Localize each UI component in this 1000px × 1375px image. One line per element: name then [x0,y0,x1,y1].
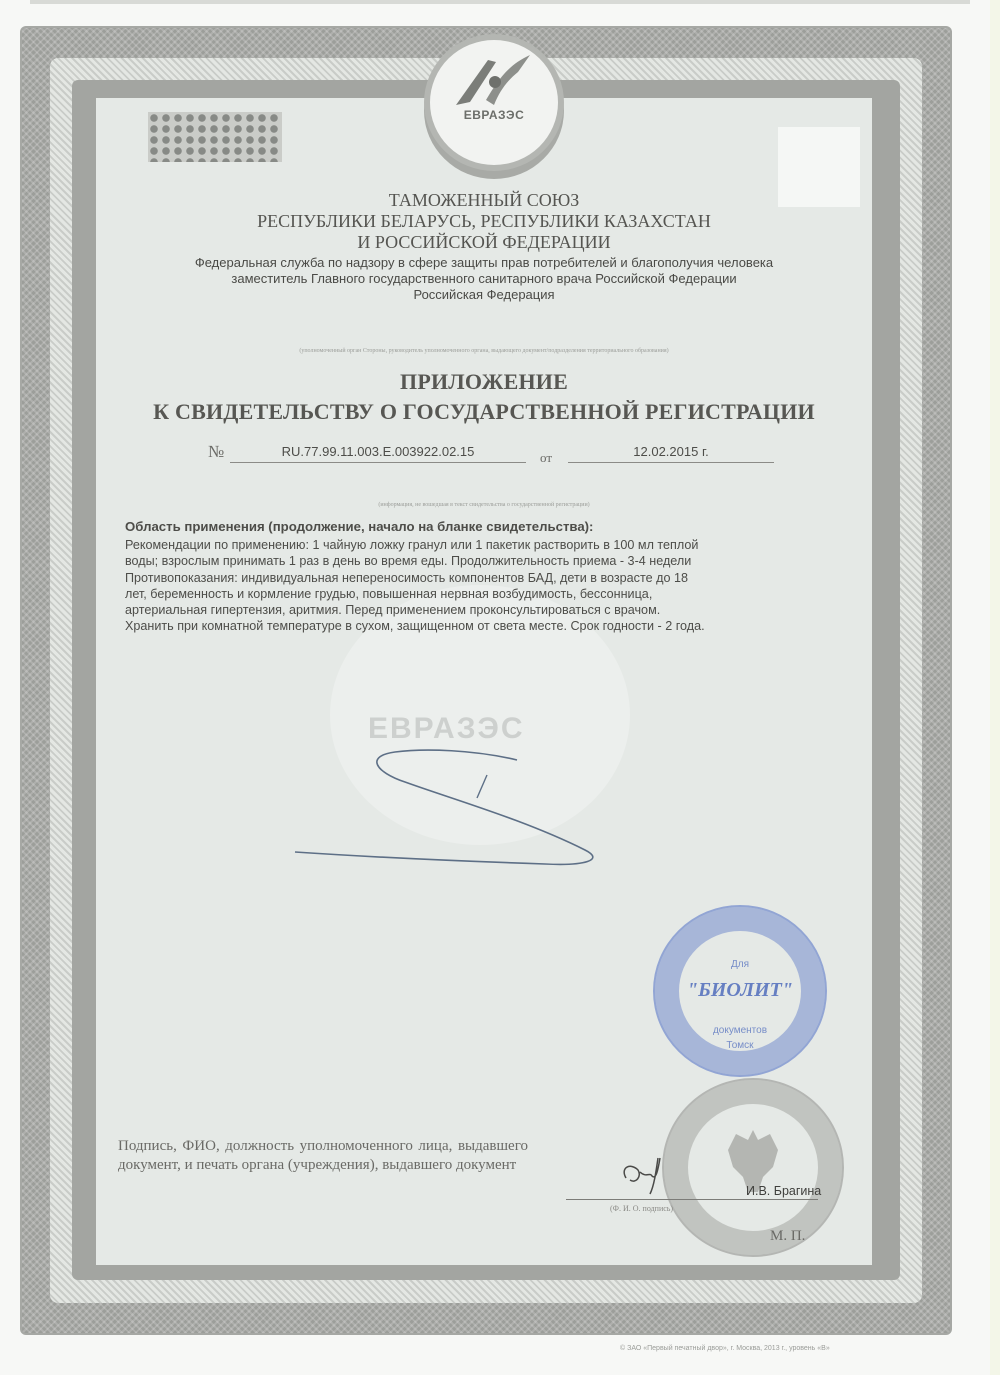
union-header [96,190,872,253]
org-caption: (уполномоченный орган Стороны, руководитель уполномоченного органа, выдающего документ/подразделения территориального образования) [299,348,669,354]
signature-caption: (Ф. И. О. подпись) [610,1204,674,1213]
scope-line: Рекомендации по применению: 1 чайную ложку гранул или 1 пакетик растворить в 100 мл теплой [125,538,699,553]
registration-number: RU.77.99.11.003.E.003922.02.15 [230,444,526,463]
org-line-3: Российская Федерация [413,287,555,302]
eurasec-logo-icon [448,50,540,110]
scope-line: артериальная гипертензия, аритмия. Перед применением проконсультироваться с врачом. [125,603,661,618]
watermark-label: ЕВРАЗЭС [368,712,525,745]
scope-line: Хранить при комнатной температуре в сухом, защищенном от света месте. Срок годности - 2 года. [125,619,705,634]
seal-place-label: М. П. [770,1228,806,1244]
union-line-1: ТАМОЖЕННЫЙ СОЮЗ [388,190,580,210]
union-line-3: И РОССИЙСКОЙ ФЕДЕРАЦИИ [357,232,611,252]
registration-date: 12.02.2015 г. [568,444,774,463]
title-line-1: ПРИЛОЖЕНИЕ [400,369,568,394]
signature-line [566,1199,818,1200]
eurasec-emblem [430,40,558,165]
number-sign: № [208,442,225,461]
scope-heading: Область применения (продолжение, начало на бланке свидетельства): [125,519,594,534]
scope-line: лет, беременность и кормление грудью, повышенная нервная возбудимость, бессонница, [125,586,653,601]
company-stamp [653,905,827,1077]
union-line-2: РЕСПУБЛИКИ БЕЛАРУСЬ, РЕСПУБЛИКИ КАЗАХСТАН [257,211,711,231]
security-pattern [148,112,282,162]
printer-imprint: © ЗАО «Первый печатный двор», г. Москва, 2013 г., уровень «В» [620,1345,830,1352]
signature-description: Подпись, ФИО, должность уполномоченного лица, выдавшего документ, и печать органа (учреждения), выдавшего документ [118,1138,528,1173]
signatory-name: И.В. Брагина [746,1184,822,1198]
document-title [96,367,872,427]
title-line-2: К СВИДЕТЕЛЬСТВУ О ГОСУДАРСТВЕННОЙ РЕГИСТРАЦИИ [153,399,815,424]
scope-line: Противопоказания: индивидуальная непереносимость компонентов БАД, дети в возрасте до 18 [125,570,688,585]
stamp-company-name: "БИОЛИТ" [687,979,793,1001]
scope-section [125,519,870,634]
stamp-bottom-text: документов [712,1025,768,1036]
org-line-2: заместитель Главного государственного санитарного врача Российской Федерации [231,271,737,286]
scan-edge-right [990,0,1000,1375]
registration-caption: (информация, не вошедшая в текст свидетельства о государственной регистрации) [378,502,590,508]
org-line-1: Федеральная служба по надзору в сфере защиты прав потребителей и благополучия человека [194,255,774,270]
scope-line: воды; взрослым принимать 1 раз в день во время еды. Продолжительность приема - 3-4 недели [125,554,692,569]
issuing-organization [96,255,872,303]
date-label: от [540,450,553,465]
scan-edge [30,0,970,4]
official-seal [662,1078,844,1257]
stamp-top-text: Для [730,959,750,970]
emblem-label: ЕВРАЗЭС [463,108,525,122]
stamp-city: Томск [726,1040,754,1051]
large-signature-icon [285,700,665,870]
official-signature-icon [616,1148,676,1198]
